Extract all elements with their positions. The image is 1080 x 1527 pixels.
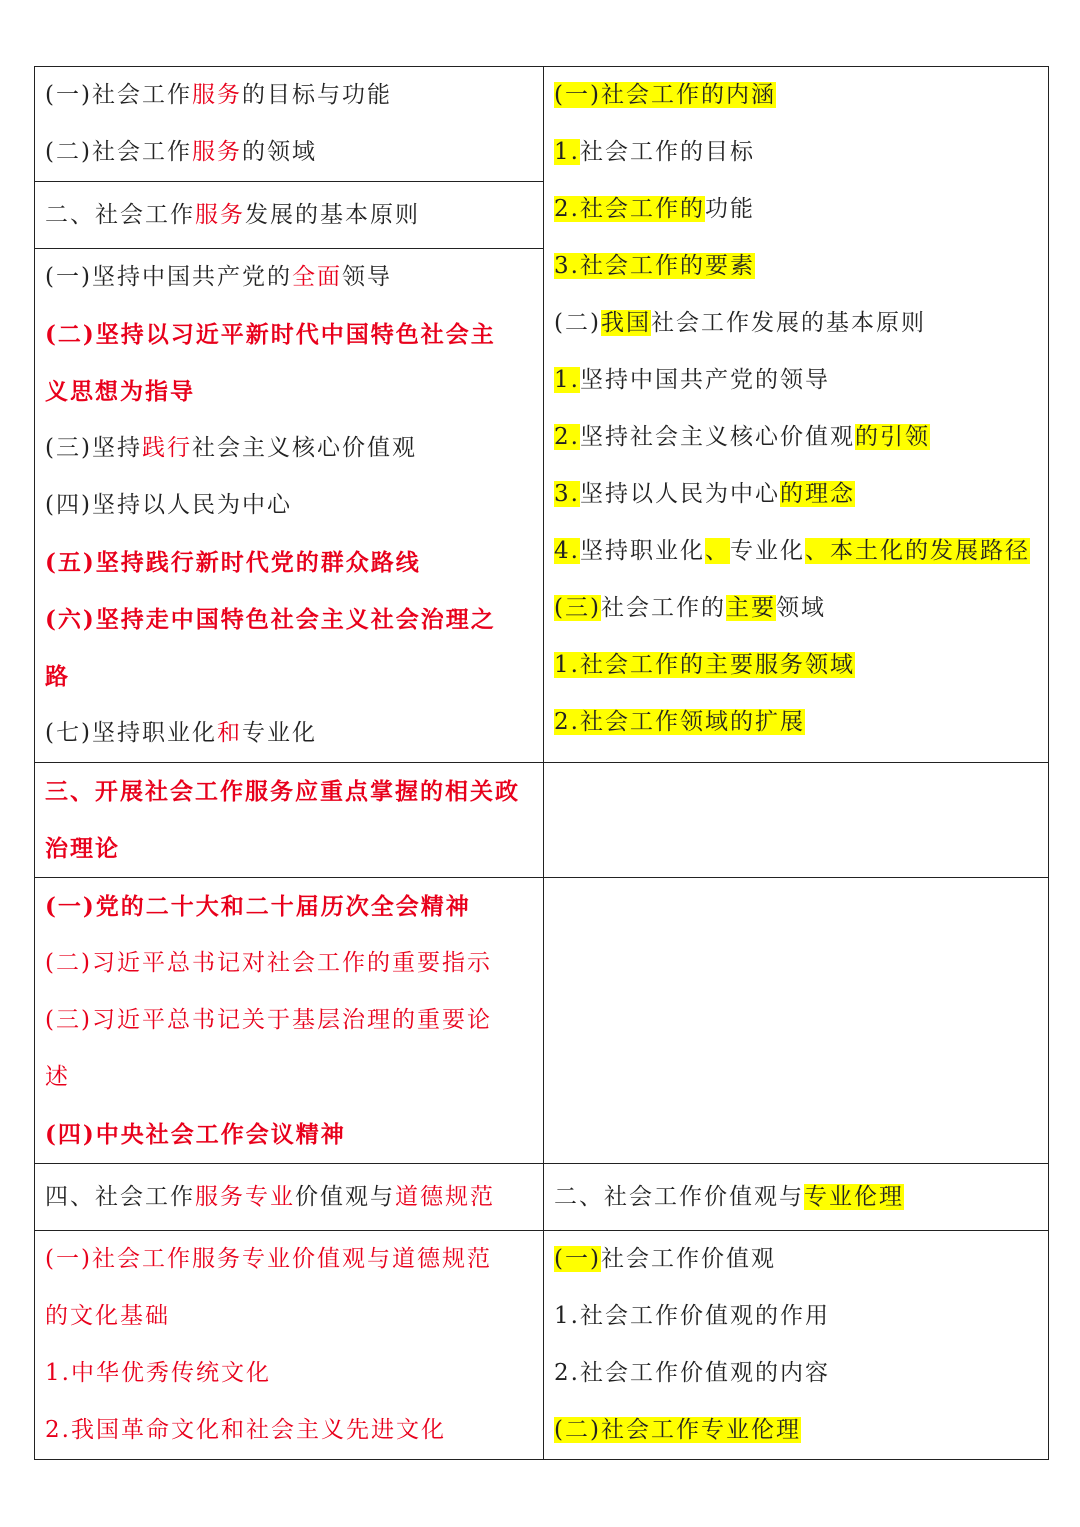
text-line <box>45 1106 533 1163</box>
text-segment: 义思想为指导 <box>45 378 195 405</box>
text-line <box>45 1049 533 1106</box>
highlighted-text: 专业伦理 <box>804 1184 904 1210</box>
right-cell <box>544 67 1049 763</box>
highlighted-text: 4. <box>554 538 580 564</box>
text-line <box>554 580 1038 637</box>
text-line <box>554 67 1038 124</box>
text-segment: 功能 <box>704 196 755 222</box>
text-segment: 服务 <box>191 82 242 108</box>
text-line <box>45 124 533 181</box>
text-line <box>554 124 1038 181</box>
table-row <box>35 1164 1049 1231</box>
highlighted-text: (三) <box>554 595 601 621</box>
text-line <box>554 181 1038 238</box>
text-segment: 服务 <box>195 202 245 228</box>
text-segment: (四)中央社会工作会议精神 <box>45 1121 346 1148</box>
text-segment: 服务专业 <box>195 1184 295 1210</box>
text-segment: 四、社会工作 <box>45 1184 195 1210</box>
highlighted-text: 2. <box>554 424 580 450</box>
text-segment: 专业化 <box>241 720 317 746</box>
text-line <box>45 420 533 477</box>
text-segment: 领域 <box>775 595 826 621</box>
text-line <box>554 1164 1038 1230</box>
text-line <box>554 295 1038 352</box>
highlighted-text: (二)社会工作专业伦理 <box>554 1417 801 1443</box>
left-cell <box>35 1164 544 1231</box>
highlighted-text: 主要 <box>725 595 776 621</box>
table-row <box>35 1231 1049 1460</box>
right-cell <box>544 1231 1049 1460</box>
text-line <box>554 523 1038 580</box>
highlighted-text: 3.社会工作的要素 <box>554 253 755 279</box>
text-segment: 治理论 <box>45 835 120 862</box>
text-line <box>554 238 1038 295</box>
left-cell <box>35 763 544 878</box>
text-segment: 路 <box>45 663 70 690</box>
text-line <box>45 705 533 762</box>
left-cell <box>35 182 544 249</box>
right-cell <box>544 763 1049 878</box>
table-row <box>35 763 1049 878</box>
text-line <box>45 1231 533 1288</box>
left-cell <box>35 1231 544 1460</box>
highlighted-text: (一)社会工作的内涵 <box>554 82 776 108</box>
text-line <box>45 992 533 1049</box>
text-segment: (一)社会工作 <box>45 82 192 108</box>
left-cell <box>35 878 544 1164</box>
text-segment: 社会工作的 <box>600 595 726 621</box>
text-segment: 社会工作发展的基本原则 <box>650 310 926 336</box>
text-line <box>45 878 533 935</box>
text-line <box>45 1288 533 1345</box>
highlighted-text: 的理念 <box>779 481 855 507</box>
text-segment: (二)坚持以习近平新时代中国特色社会主 <box>45 321 496 348</box>
text-segment: 领导 <box>341 264 392 290</box>
highlighted-text: 我国 <box>600 310 651 336</box>
table-row <box>35 67 1049 182</box>
text-line <box>45 648 533 705</box>
text-line <box>45 363 533 420</box>
text-segment: (二)习近平总书记对社会工作的重要指示 <box>45 950 492 976</box>
text-segment: 坚持中国共产党的领导 <box>579 367 830 393</box>
text-segment: 道德规范 <box>395 1184 495 1210</box>
text-segment: 1.社会工作价值观的作用 <box>554 1303 830 1329</box>
text-line <box>45 477 533 534</box>
text-line <box>45 1164 533 1230</box>
highlighted-text: (一) <box>554 1246 601 1272</box>
highlighted-text: 的引领 <box>854 424 930 450</box>
text-line <box>45 306 533 363</box>
text-segment: 三、开展社会工作服务应重点掌握的相关政 <box>45 778 520 805</box>
text-segment: 1.中华优秀传统文化 <box>45 1360 271 1386</box>
text-segment: (四)坚持以人民为中心 <box>45 492 292 518</box>
text-segment: 和 <box>216 720 242 746</box>
text-segment: 的目标与功能 <box>241 82 392 108</box>
text-line <box>45 1345 533 1402</box>
text-line <box>554 694 1038 751</box>
text-line <box>554 466 1038 523</box>
text-line <box>45 249 533 306</box>
text-segment: 社会主义核心价值观 <box>191 435 417 461</box>
text-line <box>554 1288 1038 1345</box>
text-segment: (三)坚持 <box>45 435 142 461</box>
left-cell <box>35 249 544 763</box>
text-line <box>45 67 533 124</box>
text-line <box>554 352 1038 409</box>
highlighted-text: 2.社会工作领域的扩展 <box>554 709 805 735</box>
text-segment: 二、社会工作价值观与 <box>554 1184 804 1210</box>
text-segment: (一)坚持中国共产党的 <box>45 264 292 290</box>
text-segment: 坚持社会主义核心价值观 <box>579 424 855 450</box>
highlighted-text: 、本土化的发展路径 <box>804 538 1030 564</box>
text-segment: (五)坚持践行新时代党的群众路线 <box>45 549 421 576</box>
text-line <box>45 820 533 877</box>
left-cell <box>35 67 544 182</box>
text-segment: 坚持以人民为中心 <box>579 481 780 507</box>
highlighted-text: 1. <box>554 367 580 393</box>
table-row <box>35 878 1049 1164</box>
text-segment: 二、社会工作 <box>45 202 195 228</box>
text-line <box>554 409 1038 466</box>
text-line <box>45 1402 533 1459</box>
highlighted-text: 3. <box>554 481 580 507</box>
text-line <box>45 182 533 248</box>
right-cell <box>544 1164 1049 1231</box>
text-segment: (六)坚持走中国特色社会主义社会治理之 <box>45 606 496 633</box>
text-line <box>554 1345 1038 1402</box>
text-line <box>45 534 533 591</box>
text-segment: 的领域 <box>241 139 317 165</box>
text-line <box>45 763 533 820</box>
text-segment: 述 <box>45 1064 70 1090</box>
comparison-table <box>34 66 1049 1460</box>
text-line <box>554 1402 1038 1459</box>
text-segment: 全面 <box>291 264 342 290</box>
highlighted-text: 2.社会工作的 <box>554 196 705 222</box>
text-segment: 2.社会工作价值观的内容 <box>554 1360 830 1386</box>
text-segment: (三)习近平总书记关于基层治理的重要论 <box>45 1007 492 1033</box>
text-segment: 的文化基础 <box>45 1303 170 1329</box>
text-segment: (二) <box>554 310 601 336</box>
text-segment: 价值观与 <box>295 1184 395 1210</box>
text-segment: 践行 <box>141 435 192 461</box>
highlighted-text: 、 <box>704 538 730 564</box>
text-segment: (七)坚持职业化 <box>45 720 217 746</box>
text-line <box>45 591 533 648</box>
text-segment: (一)社会工作服务专业价值观与道德规范 <box>45 1246 492 1272</box>
text-segment: 专业化 <box>729 538 805 564</box>
text-segment: 社会工作的目标 <box>579 139 755 165</box>
text-segment: 2.我国革命文化和社会主义先进文化 <box>45 1417 446 1443</box>
text-segment: (二)社会工作 <box>45 139 192 165</box>
text-line <box>554 637 1038 694</box>
text-line <box>45 935 533 992</box>
text-line <box>554 1231 1038 1288</box>
highlighted-text: 1.社会工作的主要服务领域 <box>554 652 855 678</box>
text-segment: 社会工作价值观 <box>600 1246 776 1272</box>
right-cell <box>544 878 1049 1164</box>
text-segment: (一)党的二十大和二十届历次全会精神 <box>45 893 471 920</box>
text-segment: 服务 <box>191 139 242 165</box>
highlighted-text: 1. <box>554 139 580 165</box>
text-segment: 坚持职业化 <box>579 538 705 564</box>
text-segment: 发展的基本原则 <box>245 202 420 228</box>
